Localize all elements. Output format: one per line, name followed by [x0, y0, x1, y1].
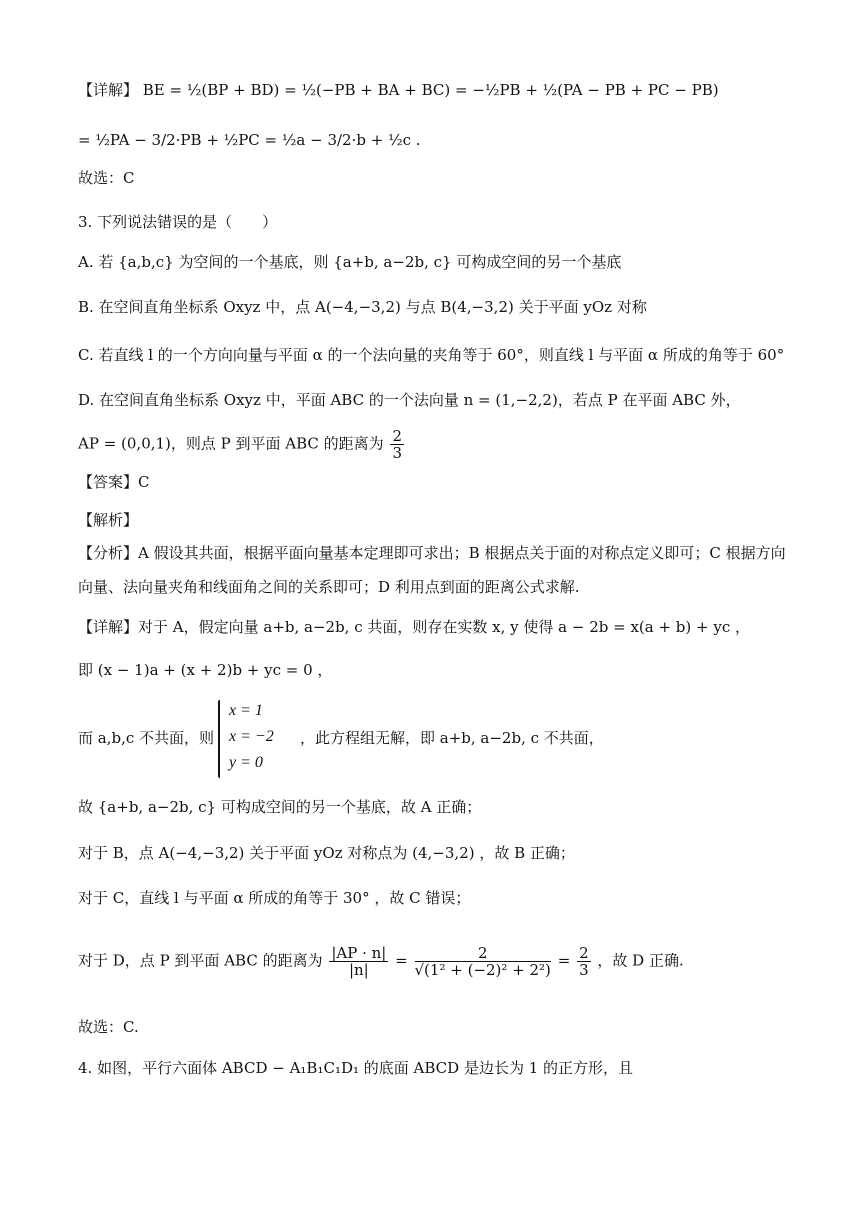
distance-result-fraction	[577, 945, 591, 978]
detail-line4: 故 {a+b, a−2b, c} 可构成空间的另一个基底，故 A 正确；	[78, 798, 482, 816]
fraction-denominator: |n|	[348, 961, 369, 979]
fraction-numerator: 2	[579, 944, 589, 962]
equals-sign: =	[557, 951, 571, 970]
final-choose: 故选：C.	[78, 1018, 139, 1036]
q3-option-d-line2	[78, 428, 406, 461]
detail-line1: 【详解】对于 A，假定向量 a+b, a−2b, c 共面，则存在实数 x, y 使得 a − 2b = x(a + b) + yc ，	[78, 618, 751, 636]
q3-option-d-line1: D. 在空间直角坐标系 Oxyz 中，平面 ABC 的一个法向量 n = (1,−2,2)，若点 P 在平面 ABC 外，	[78, 391, 741, 409]
fraction-numerator: 2	[415, 945, 551, 962]
equation-system-brace	[218, 700, 220, 778]
q3-option-a: A. 若 {a,b,c} 为空间的一个基底，则 {a+b, a−2b, c} 可构成空间的另一个基底	[78, 253, 622, 271]
detail-line3-pre: 而 a,b,c 不共面，则	[78, 729, 215, 747]
answer: 【答案】C	[78, 473, 150, 491]
detail-line7	[78, 945, 684, 978]
detail1-choose: 故选：C	[78, 169, 135, 187]
equation-row-1: x = 1	[229, 702, 263, 719]
detail1-line1: 【详解】 BE = ½(BP + BD) = ½(−PB + BA + BC) = −½PB + ½(PA − PB + PC − PB)	[78, 81, 719, 99]
fraction-numerator: 2	[392, 427, 403, 445]
distance-value-fraction	[415, 945, 551, 978]
equation-row-3: y = 0	[229, 754, 263, 771]
detail-line5: 对于 B，点 A(−4,−3,2) 关于平面 yOz 对称点为 (4,−3,2) ，故 B 正确；	[78, 844, 575, 862]
detail-line7-post: ，故 D 正确.	[597, 951, 684, 970]
detail-line6: 对于 C，直线 l 与平面 α 所成的角等于 30° ，故 C 错误；	[78, 889, 471, 907]
fraction-numerator: |AP · n|	[331, 944, 387, 962]
analysis-heading: 【解析】	[78, 511, 139, 529]
q3-option-b: B. 在空间直角坐标系 Oxyz 中，点 A(−4,−3,2) 与点 B(4,−3,2) 关于平面 yOz 对称	[78, 298, 647, 316]
detail-line7-pre: 对于 D，点 P 到平面 ABC 的距离为	[78, 951, 323, 970]
fraction-denominator: 3	[392, 444, 403, 462]
q3-option-d-text: AP = (0,0,1)，则点 P 到平面 ABC 的距离为	[78, 434, 384, 453]
q4-stem: 4. 如图，平行六面体 ABCD − A₁B₁C₁D₁ 的底面 ABCD 是边长为 1 的正方形，且	[78, 1059, 634, 1077]
analysis-line1: 【分析】A 假设其共面，根据平面向量基本定理即可求出；B 根据点关于面的对称点定义即可；C 根据方向	[78, 544, 786, 562]
equation-row-2: x = −2	[229, 728, 274, 745]
detail-line2: 即 (x − 1)a + (x + 2)b + yc = 0 ，	[78, 661, 333, 679]
q3-option-c: C. 若直线 l 的一个方向向量与平面 α 的一个法向量的夹角等于 60°，则直线 l 与平面 α 所成的角等于 60°	[78, 346, 785, 364]
distance-formula-fraction	[329, 945, 388, 978]
distance-fraction	[390, 428, 404, 461]
detail1-line2: = ½PA − 3/2·PB + ½PC = ½a − 3/2·b + ½c .	[78, 131, 421, 149]
analysis-line2: 向量、法向量夹角和线面角之间的关系即可；D 利用点到面的距离公式求解.	[78, 578, 580, 596]
fraction-denominator: 3	[579, 961, 589, 979]
equals-sign: =	[395, 951, 408, 970]
q3-stem: 3. 下列说法错误的是（ ）	[78, 213, 278, 231]
fraction-denominator: √(1² + (−2)² + 2²)	[414, 961, 551, 979]
detail-line3-post: ，此方程组无解，即 a+b, a−2b, c 不共面，	[300, 729, 604, 747]
